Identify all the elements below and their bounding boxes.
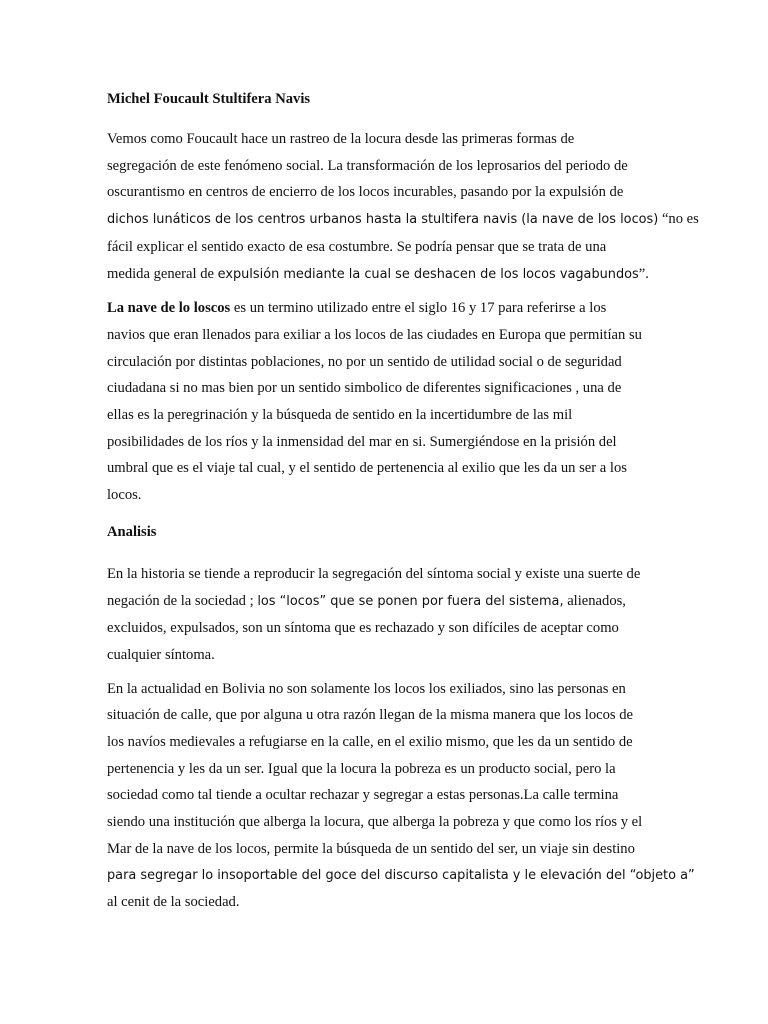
text-line: En la historia se tiende a reproducir la segregación del síntoma social y existe una suerte de bbox=[107, 565, 641, 582]
text-line: locos. bbox=[107, 487, 142, 504]
text-line: los navíos medievales a refugiarse en la calle, en el exilio mismo, que les da un sentido de bbox=[107, 734, 633, 751]
text-line: sociedad como tal tiende a ocultar rechazar y segregar a estas personas.La calle termina bbox=[107, 787, 619, 804]
text-line: ellas es la peregrinación y la búsqueda de sentido en la incertidumbre de las mil bbox=[107, 407, 573, 424]
paragraph-intro bbox=[107, 126, 699, 288]
text-line: al cenit de la sociedad. bbox=[107, 894, 240, 911]
text-line: ciudadana si no mas bien por un sentido simbolico de diferentes significaciones , una de bbox=[107, 380, 622, 397]
text-line: Vemos como Foucault hace un rastreo de la locura desde las primeras formas de bbox=[107, 131, 575, 147]
paragraph-analysis-1 bbox=[107, 561, 667, 669]
bold-term: La nave de lo loscos bbox=[107, 300, 231, 317]
text-line bbox=[107, 295, 667, 322]
text-line: cualquier síntoma. bbox=[107, 646, 215, 663]
text-line: excluidos, expulsados, son un síntoma que es rechazado y son difíciles de aceptar como bbox=[107, 620, 619, 637]
text-line bbox=[107, 588, 667, 616]
text-line: situación de calle, que por alguna u otra razón llegan de la misma manera que los locos de bbox=[107, 707, 633, 724]
text-line: pertenencia y les da un ser. Igual que la locura la pobreza es un producto social, pero la bbox=[107, 760, 616, 777]
text-run: los “locos” que se ponen por fuera del sistema, bbox=[257, 593, 564, 609]
text-run: alienados, bbox=[563, 592, 626, 609]
text-line: posibilidades de los ríos y la inmensidad del mar en si. Sumergiéndose en la prisión del bbox=[107, 433, 617, 450]
document-title: Michel Foucault Stultifera Navis bbox=[107, 91, 311, 107]
text-line: navios que eran llenados para exiliar a los locos de las ciudades en Europa que permitían su bbox=[107, 326, 642, 343]
text-line: En la actualidad en Bolivia no son solamente los locos los exiliados, sino las personas en bbox=[107, 680, 626, 697]
text-line: Mar de la nave de los locos, permite la búsqueda de un sentido del ser, un viaje sin destino bbox=[107, 840, 635, 857]
text-run: medida general de bbox=[107, 265, 218, 282]
text-line bbox=[107, 206, 699, 234]
document-body bbox=[107, 90, 699, 923]
text-line: circulación por distintas poblaciones, no por un sentido de utilidad social o de seguridad bbox=[107, 353, 622, 370]
paragraph-ship-of-fools bbox=[107, 295, 667, 509]
text-run: “no es bbox=[658, 211, 699, 228]
text-run: expulsión mediante la cual se deshacen de los locos vagabundos bbox=[217, 266, 639, 282]
text-run: dichos lunáticos de los centros urbanos hasta la stultifera navis (la nave de los locos) bbox=[107, 212, 659, 228]
paragraph-analysis-2 bbox=[107, 676, 695, 916]
section-heading: Analisis bbox=[107, 523, 157, 540]
text-run: negación de la sociedad ; bbox=[107, 592, 258, 609]
text-line: para segregar lo insoportable del goce del discurso capitalista y le elevación del “objeto a” bbox=[107, 867, 695, 883]
text-line: siendo una institución que alberga la locura, que alberga la pobreza y que como los ríos y el bbox=[107, 814, 643, 831]
text-line: umbral que es el viaje tal cual, y el sentido de pertenencia al exilio que les da un ser a los bbox=[107, 460, 627, 477]
text-run: ”. bbox=[638, 265, 649, 282]
text-line: segregación de este fenómeno social. La transformación de los leprosarios del periodo de bbox=[107, 157, 628, 174]
text-line bbox=[107, 261, 667, 289]
text-line: fácil explicar el sentido exacto de esa costumbre. Se podría pensar que se trata de una bbox=[107, 238, 607, 255]
text-line: oscurantismo en centros de encierro de los locos incurables, pasando por la expulsión de bbox=[107, 184, 624, 201]
text-run: es un termino utilizado entre el siglo 16 y 17 para referirse a los bbox=[230, 300, 607, 317]
